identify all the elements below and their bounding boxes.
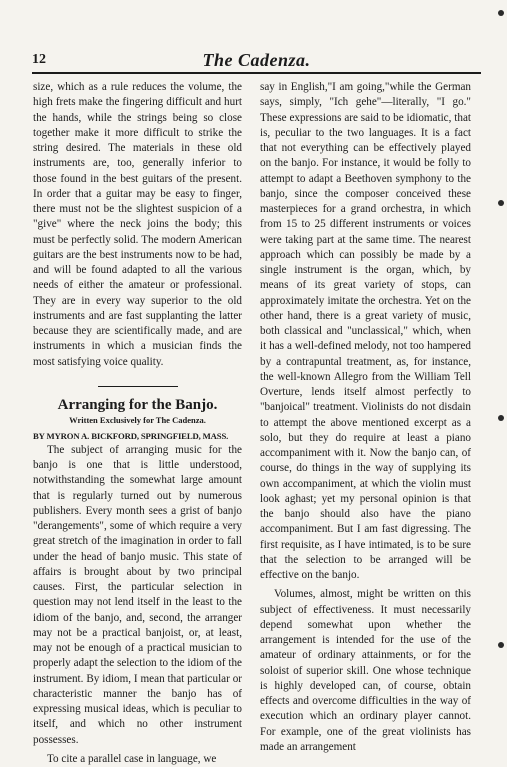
binding-hole [498,642,504,648]
left-column [33,80,242,767]
page-number: 12 [32,52,46,67]
article-title: Arranging for the Banjo. [57,396,218,413]
paragraph-idiom: say in English,"I am going,"while the German says, simply, "Ich gehe"—literally, "I go." These expressions are said to be idiomatic, that is, peculiar to the two languages. It is a fact that not everything can be effectively played on the banjo. For instance, it would be folly to attempt to adapt a Beethoven symphony to the banjo, since the composer conceived these masterpieces for a grand orchestra, in which from 15 to 25 different instruments or voices were taking part at the same time. The nearest approach which can possibly be made by a single instrument is the organ, which, by means of its great variety of stops, can approximately imitate the orchestra. Yet on the other hand, there is a great variety of music, both classical and "unclassical," which, when it has a well-defined melody, not too hampered by a contrapuntal treatment, as, for instance, the well-known Allegro from the William Tell Overture, lends itself almost perfectly to "banjoical" treatment. Violinists do not disdain to attempt the above mentioned excerpt as a solo, but they do require at least a piano accompaniment with it. Now the banjo can, of course, do things in the way of supplying its own accompaniment, at which the violin must look aghast; yet my personal opinion is that the banjo should also have the piano accompaniment. But I am fast digressing. The first requisite, as I have intimated, is to be sure that the selection to be arranged will be effective on the banjo. [260,81,471,581]
page-header [32,50,481,74]
paragraph-parallel-case: To cite a parallel case in language, we [47,752,217,765]
paragraph-arranging-intro: The subject of arranging music for the banjo is one that is little understood, notwithstanding the somewhat large amount that is regularly turned out by numerous publishers. Every month sees a grist of banjo "derangements", some of which require a very great stretch of the imagination in order to fall under the head of banjo music. This state of affairs is brought about by two principal causes. First, the particular selection in question may not lend itself in the least to the idiom of the banjo, and, second, the arranger may not be a practical banjoist, or, at least, may not be enough of a practical musician to properly adapt the selection to the idiom of the instrument. By idiom, I mean that particular or characteristic manner the banjo has of expressing musical ideas, which is peculiar to itself, and which no other instrument possesses. [33,443,242,746]
binding-hole [498,200,504,206]
magazine-title: The Cadenza. [202,50,311,70]
binding-hole [498,415,504,421]
paragraph-guitars: size, which as a rule reduces the volume, the high frets make the fingering difficult and hurt the hands, while the strings being so close together make it more difficult to strike the string desired. The materials in these old instruments are, too, generally inferior to those found in the best guitars of the present. In order that a guitar may be easy to finger, there must not be the slightest suspicion of a "give" where the neck joins the body; this must be perfectly solid. The modern American guitars are the best instruments now to be had, and will be found adapted to all the various needs of either the amateur or professional. They are in every way superior to the old instruments and are fast supplanting the latter because they are scientifically made, and are instruments in which a musician finds the most satisfying voice quality. [33,81,242,368]
article-subtitle: Written Exclusively for The Cadenza. [69,414,206,425]
section-divider [98,386,178,387]
article-byline: BY MYRON A. BICKFORD, SPRINGFIELD, MASS. [33,430,229,441]
right-column [260,80,471,755]
paragraph-effectiveness: Volumes, almost, might be written on this subject of effectiveness. It must necessarily depend somewhat upon whether the arrangement is intended for the use of the amateur of ordinary attainments, or for the soloist of superior skill. One whose technique is highly developed can, of course, obtain effects and overcome difficulties in the way of execution which an ordinary player cannot. For example, one of the great violinists has made an arrangement [260,588,471,753]
binding-hole [498,10,504,16]
